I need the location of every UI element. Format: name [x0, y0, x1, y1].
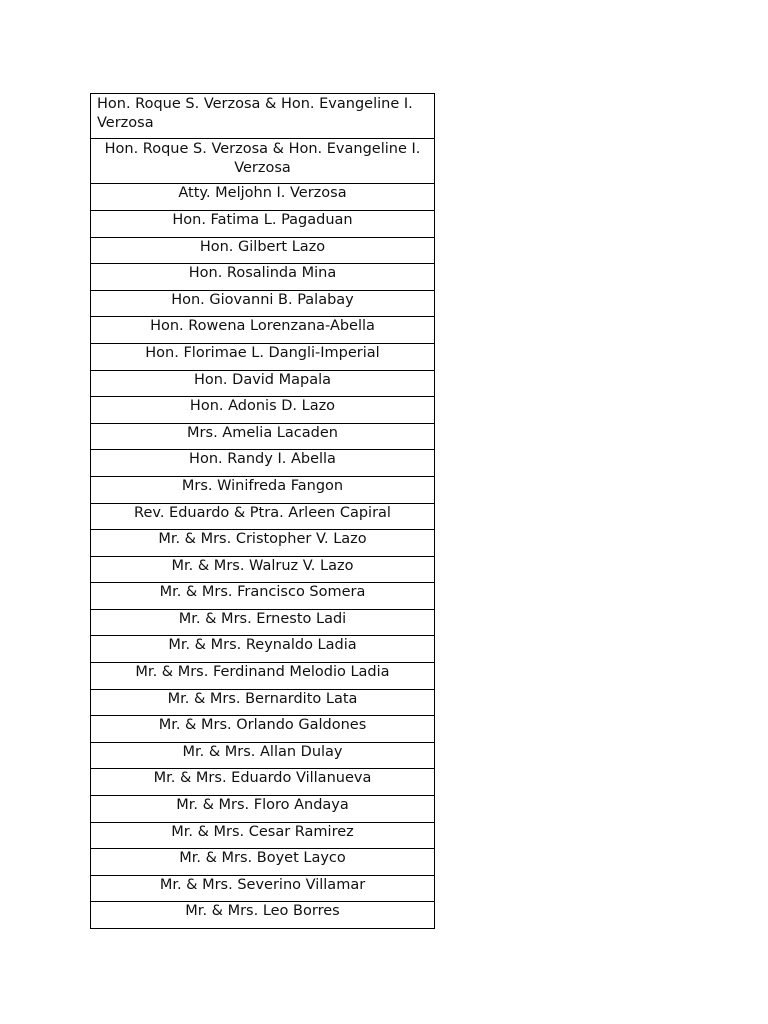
name-cell: Hon. Florimae L. Dangli-Imperial: [91, 343, 435, 370]
name-cell: Mr. & Mrs. Leo Borres: [91, 902, 435, 929]
name-cell: Mr. & Mrs. Floro Andaya: [91, 796, 435, 823]
names-table: [90, 93, 435, 929]
table-row: [91, 822, 435, 849]
name-cell: Mr. & Mrs. Ferdinand Melodio Ladia: [91, 663, 435, 690]
table-row: [91, 875, 435, 902]
table-row: [91, 184, 435, 211]
name-cell: Hon. David Mapala: [91, 370, 435, 397]
name-cell: Mr. & Mrs. Boyet Layco: [91, 849, 435, 876]
name-cell: Mr. & Mrs. Severino Villamar: [91, 875, 435, 902]
name-cell: Mr. & Mrs. Cristopher V. Lazo: [91, 530, 435, 557]
table-row: [91, 636, 435, 663]
table-row: [91, 317, 435, 344]
table-row: [91, 556, 435, 583]
name-cell: Hon. Gilbert Lazo: [91, 237, 435, 264]
name-cell: Mr. & Mrs. Orlando Galdones: [91, 716, 435, 743]
table-row: [91, 450, 435, 477]
table-row: [91, 902, 435, 929]
name-cell: Hon. Rowena Lorenzana-Abella: [91, 317, 435, 344]
name-cell: Mr. & Mrs. Allan Dulay: [91, 742, 435, 769]
table-row: [91, 210, 435, 237]
name-cell: Hon. Giovanni B. Palabay: [91, 290, 435, 317]
table-row: [91, 716, 435, 743]
table-row: [91, 583, 435, 610]
name-cell: Mr. & Mrs. Walruz V. Lazo: [91, 556, 435, 583]
name-cell: Hon. Rosalinda Mina: [91, 264, 435, 291]
table-row: [91, 769, 435, 796]
name-cell: Mr. & Mrs. Bernardito Lata: [91, 689, 435, 716]
table-row: [91, 423, 435, 450]
name-cell: Mrs. Amelia Lacaden: [91, 423, 435, 450]
name-cell: Hon. Roque S. Verzosa & Hon. Evangeline I. Verzosa: [91, 139, 435, 184]
table-row: [91, 237, 435, 264]
name-cell: Mr. & Mrs. Cesar Ramirez: [91, 822, 435, 849]
name-cell: Mr. & Mrs. Reynaldo Ladia: [91, 636, 435, 663]
name-cell: Hon. Roque S. Verzosa & Hon. Evangeline I. Verzosa: [91, 94, 435, 139]
table-row: [91, 503, 435, 530]
name-cell: Atty. Meljohn I. Verzosa: [91, 184, 435, 211]
names-table-body: [91, 94, 435, 929]
table-row: [91, 94, 435, 139]
name-cell: Rev. Eduardo & Ptra. Arleen Capiral: [91, 503, 435, 530]
name-cell: Mrs. Winifreda Fangon: [91, 476, 435, 503]
table-row: [91, 476, 435, 503]
name-cell: Mr. & Mrs. Ernesto Ladi: [91, 609, 435, 636]
name-cell: Mr. & Mrs. Eduardo Villanueva: [91, 769, 435, 796]
name-cell: Hon. Fatima L. Pagaduan: [91, 210, 435, 237]
table-row: [91, 663, 435, 690]
name-cell: Hon. Randy I. Abella: [91, 450, 435, 477]
table-row: [91, 530, 435, 557]
table-row: [91, 609, 435, 636]
name-cell: Mr. & Mrs. Francisco Somera: [91, 583, 435, 610]
table-row: [91, 742, 435, 769]
table-row: [91, 796, 435, 823]
table-row: [91, 370, 435, 397]
table-row: [91, 264, 435, 291]
table-row: [91, 290, 435, 317]
table-row: [91, 397, 435, 424]
name-cell: Hon. Adonis D. Lazo: [91, 397, 435, 424]
table-row: [91, 689, 435, 716]
table-row: [91, 849, 435, 876]
table-row: [91, 343, 435, 370]
table-row: [91, 139, 435, 184]
